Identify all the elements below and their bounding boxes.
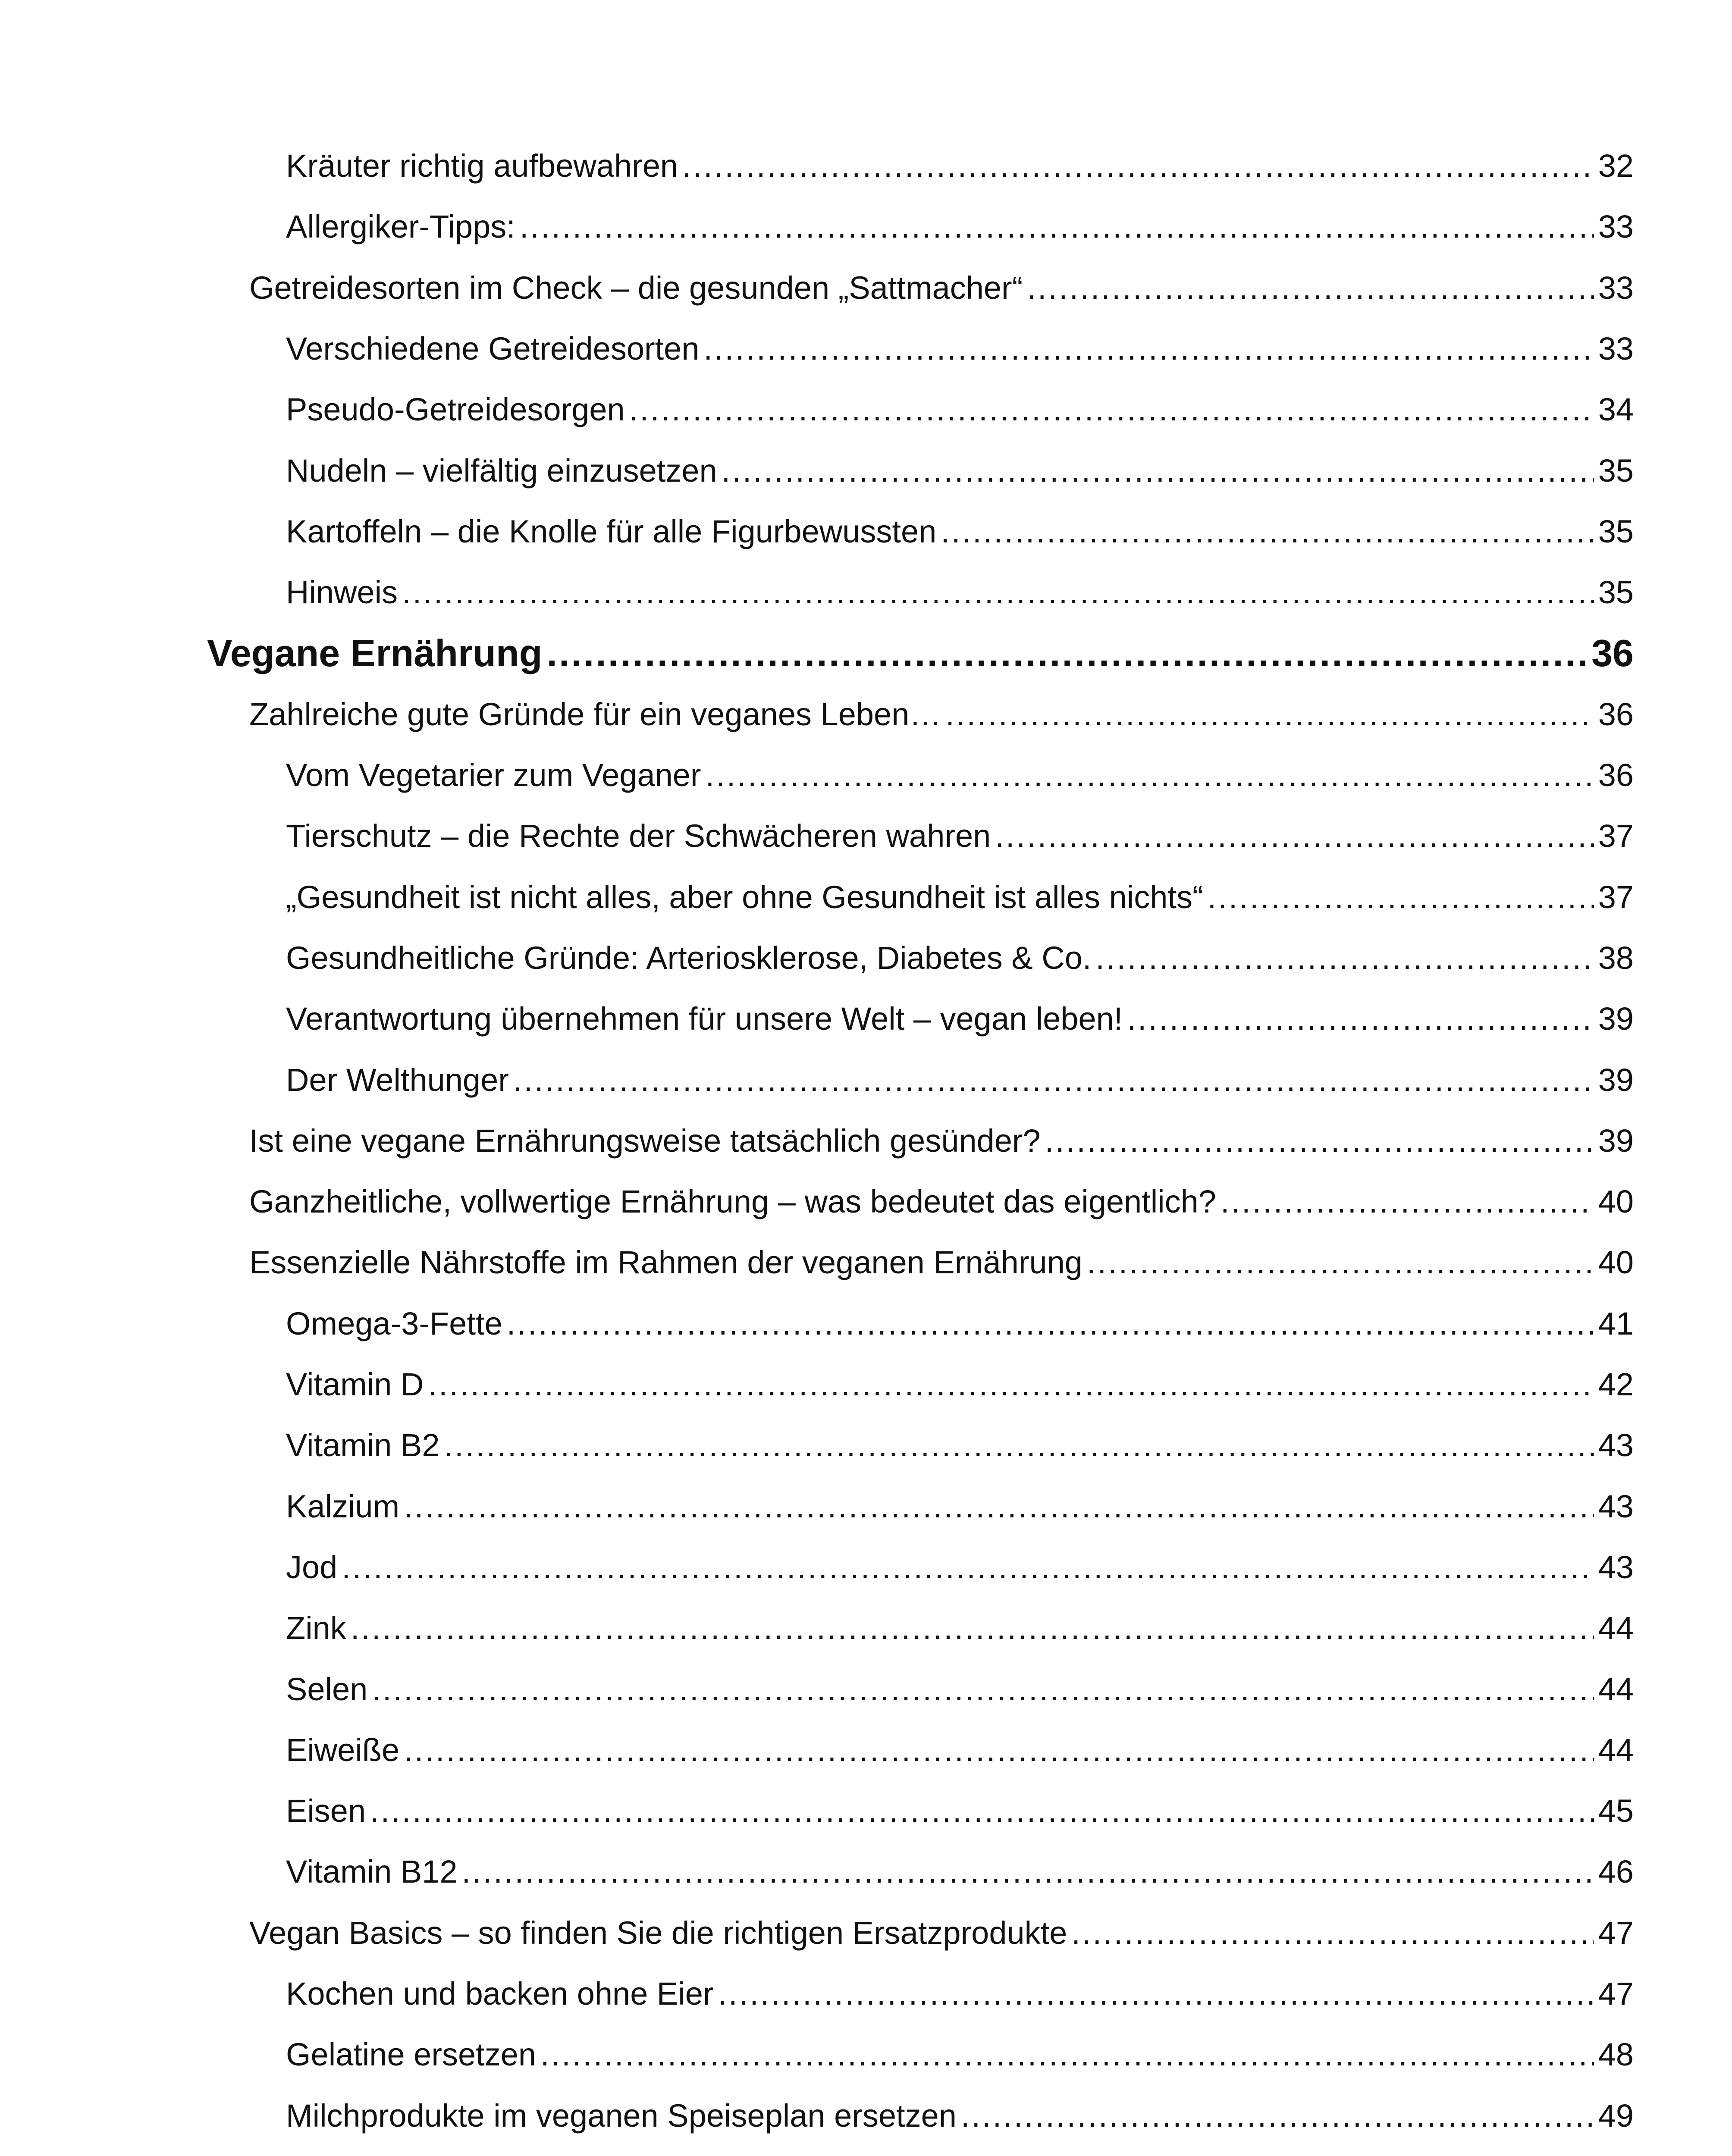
toc-entry-title: Tierschutz – die Rechte der Schwächeren wahren (286, 818, 991, 854)
toc-entry-page-number: 43 (1598, 1427, 1634, 1463)
toc-entry-page-number: 33 (1598, 209, 1634, 244)
toc-entry-page-number: 44 (1598, 1671, 1634, 1707)
toc-entry[interactable] (286, 1972, 1634, 2015)
toc-entry-page-number: 32 (1598, 148, 1634, 184)
toc-entry-title: Ist eine vegane Ernährungsweise tatsächlich gesünder? (249, 1123, 1041, 1159)
toc-entry-title: Vitamin D (286, 1366, 424, 1402)
toc-dot-leader (1221, 1180, 1594, 1223)
toc-entry-title: Essenzielle Nährstoffe im Rahmen der veganen Ernährung (249, 1244, 1082, 1280)
toc-entry-page-number: 44 (1598, 1610, 1634, 1646)
toc-dot-leader (351, 1607, 1594, 1650)
toc-dot-leader (682, 144, 1594, 188)
toc-entry[interactable] (286, 1850, 1634, 1893)
toc-entry-title: Kartoffeln – die Knolle für alle Figurbewussten (286, 514, 937, 549)
toc-entry-page-number: 38 (1598, 940, 1634, 976)
toc-entry[interactable] (249, 1119, 1634, 1163)
toc-entry-title: Jod (286, 1549, 338, 1585)
toc-entry-page-number: 45 (1598, 1793, 1634, 1829)
toc-entry[interactable] (286, 388, 1634, 431)
toc-entry-page-number: 39 (1598, 1062, 1634, 1098)
toc-entry-page-number: 47 (1598, 1915, 1634, 1951)
toc-entry-page-number: 47 (1598, 1976, 1634, 2012)
toc-entry-page-number: 35 (1598, 453, 1634, 489)
toc-entry[interactable] (286, 1668, 1634, 1711)
toc-dot-leader (404, 1729, 1594, 1772)
toc-entry[interactable] (286, 510, 1634, 553)
toc-entry-title: Der Welthunger (286, 1062, 509, 1098)
toc-dot-leader (961, 2094, 1594, 2137)
toc-entry-title: Selen (286, 1671, 368, 1707)
toc-entry[interactable] (286, 1059, 1634, 1102)
toc-dot-leader (945, 693, 1594, 736)
toc-entry-title: Verschiedene Getreidesorten (286, 331, 700, 367)
toc-dot-leader (1127, 997, 1594, 1040)
toc-entry-page-number: 43 (1598, 1549, 1634, 1585)
toc-entry-page-number: 35 (1598, 574, 1634, 610)
toc-entry-title: Ganzheitliche, vollwertige Ernährung – was bedeutet das eigentlich? (249, 1184, 1216, 1219)
toc-entry-title: Pseudo-Getreidesorgen (286, 392, 625, 427)
toc-entry-title: Eiweiße (286, 1732, 400, 1768)
toc-entry[interactable] (249, 1912, 1634, 1955)
toc-entry[interactable] (286, 571, 1634, 614)
toc-entry[interactable] (286, 327, 1634, 370)
toc-dot-leader (1208, 876, 1594, 919)
toc-entry-page-number: 34 (1598, 392, 1634, 427)
toc-entry-title: Allergiker-Tipps: (286, 209, 515, 244)
toc-entry-page-number: 40 (1598, 1244, 1634, 1280)
toc-dot-leader (1087, 1241, 1594, 1284)
toc-entry-title: Vitamin B2 (286, 1427, 440, 1463)
toc-dot-leader (428, 1363, 1594, 1406)
toc-dot-leader (342, 1546, 1594, 1589)
toc-entry-title: Kalzium (286, 1489, 400, 1524)
toc-entry[interactable] (286, 1424, 1634, 1467)
toc-dot-leader (547, 632, 1588, 675)
toc-entry[interactable] (286, 1363, 1634, 1406)
toc-chapter-entry[interactable] (207, 632, 1634, 675)
toc-entry-title: Vegan Basics – so finden Sie die richtigen Ersatzprodukte (249, 1915, 1067, 1951)
toc-entry[interactable] (249, 1241, 1634, 1284)
toc-entry-title: Kochen und backen ohne Eier (286, 1976, 714, 2012)
toc-entry-page-number: 41 (1598, 1306, 1634, 1341)
toc-entry[interactable] (286, 754, 1634, 797)
toc-entry-title: Omega-3-Fette (286, 1306, 502, 1341)
toc-entry-title: „Gesundheit ist nicht alles, aber ohne Gesundheit ist alles nichts“ (286, 879, 1203, 915)
toc-entry[interactable] (286, 144, 1634, 188)
toc-entry-page-number: 46 (1598, 1854, 1634, 1890)
toc-entry-page-number: 43 (1598, 1489, 1634, 1524)
toc-entry-title: Nudeln – vielfältig einzusetzen (286, 453, 717, 489)
toc-dot-leader (1095, 937, 1594, 980)
toc-entry[interactable] (286, 1607, 1634, 1650)
toc-entry[interactable] (286, 997, 1634, 1040)
toc-dot-leader (444, 1424, 1594, 1467)
toc-entry-page-number: 44 (1598, 1732, 1634, 1768)
toc-dot-leader (941, 510, 1594, 553)
toc-dot-leader (1045, 1119, 1594, 1163)
toc-entry[interactable] (249, 266, 1634, 310)
toc-entry-page-number: 33 (1598, 270, 1634, 306)
toc-entry-page-number: 42 (1598, 1366, 1634, 1402)
toc-entry[interactable] (286, 449, 1634, 492)
toc-dot-leader (1027, 266, 1594, 310)
toc-entry-page-number: 36 (1591, 632, 1634, 674)
toc-entry-title: Vitamin B12 (286, 1854, 458, 1890)
toc-entry-page-number: 48 (1598, 2037, 1634, 2072)
toc-dot-leader (704, 327, 1594, 370)
toc-entry[interactable] (286, 876, 1634, 919)
toc-entry[interactable] (286, 1789, 1634, 1833)
toc-entry-title: Gelatine ersetzen (286, 2037, 537, 2072)
toc-entry-title: Hinweis (286, 574, 398, 610)
toc-entry-title: Zink (286, 1610, 346, 1646)
toc-entry-page-number: 39 (1598, 1123, 1634, 1159)
toc-dot-leader (718, 1972, 1594, 2015)
toc-entry-page-number: 49 (1598, 2098, 1634, 2134)
toc-entry-title: Vegane Ernährung (207, 632, 543, 674)
toc-entry-title: Gesundheitliche Gründe: Arteriosklerose, Diabetes & Co. (286, 940, 1092, 976)
toc-entry-page-number: 37 (1598, 818, 1634, 854)
toc-dot-leader (372, 1668, 1594, 1711)
toc-entry[interactable] (286, 1485, 1634, 1528)
toc-dot-leader (520, 205, 1594, 248)
toc-entry-title: Getreidesorten im Check – die gesunden „Sattmacher“ (249, 270, 1023, 306)
toc-dot-leader (513, 1059, 1594, 1102)
toc-dot-leader (1071, 1912, 1594, 1955)
toc-entry-title: Vom Vegetarier zum Veganer (286, 757, 701, 793)
toc-dot-leader (540, 2033, 1594, 2076)
toc-entry-page-number: 33 (1598, 331, 1634, 367)
toc-entry-page-number: 36 (1598, 757, 1634, 793)
toc-entry-title: Zahlreiche gute Gründe für ein veganes Leben… (249, 696, 941, 732)
toc-dot-leader (462, 1850, 1594, 1893)
toc-entry[interactable] (249, 693, 1634, 736)
toc-dot-leader (507, 1302, 1594, 1345)
toc-entry-title: Eisen (286, 1793, 366, 1829)
toc-entry-title: Kräuter richtig aufbewahren (286, 148, 678, 184)
toc-dot-leader (629, 388, 1594, 431)
toc-entry-page-number: 37 (1598, 879, 1634, 915)
toc-dot-leader (370, 1789, 1594, 1833)
toc-entry[interactable] (286, 2033, 1634, 2076)
toc-entry[interactable] (286, 937, 1634, 980)
toc-entry[interactable] (286, 1302, 1634, 1345)
toc-entry[interactable] (286, 2094, 1634, 2137)
toc-entry-page-number: 35 (1598, 514, 1634, 549)
toc-entry-page-number: 36 (1598, 696, 1634, 732)
toc-dot-leader (706, 754, 1594, 797)
toc-entry-title: Milchprodukte im veganen Speiseplan ersetzen (286, 2098, 957, 2134)
toc-entry-page-number: 39 (1598, 1001, 1634, 1037)
toc-entry-title: Verantwortung übernehmen für unsere Welt – vegan leben! (286, 1001, 1123, 1037)
toc-dot-leader (995, 815, 1594, 858)
toc-entry[interactable] (286, 1546, 1634, 1589)
toc-dot-leader (722, 449, 1594, 492)
toc-entry[interactable] (286, 815, 1634, 858)
toc-entry[interactable] (249, 1180, 1634, 1223)
toc-entry[interactable] (286, 205, 1634, 248)
toc-dot-leader (402, 571, 1594, 614)
toc-entry-page-number: 40 (1598, 1184, 1634, 1219)
toc-entry[interactable] (286, 1729, 1634, 1772)
toc-dot-leader (404, 1485, 1594, 1528)
